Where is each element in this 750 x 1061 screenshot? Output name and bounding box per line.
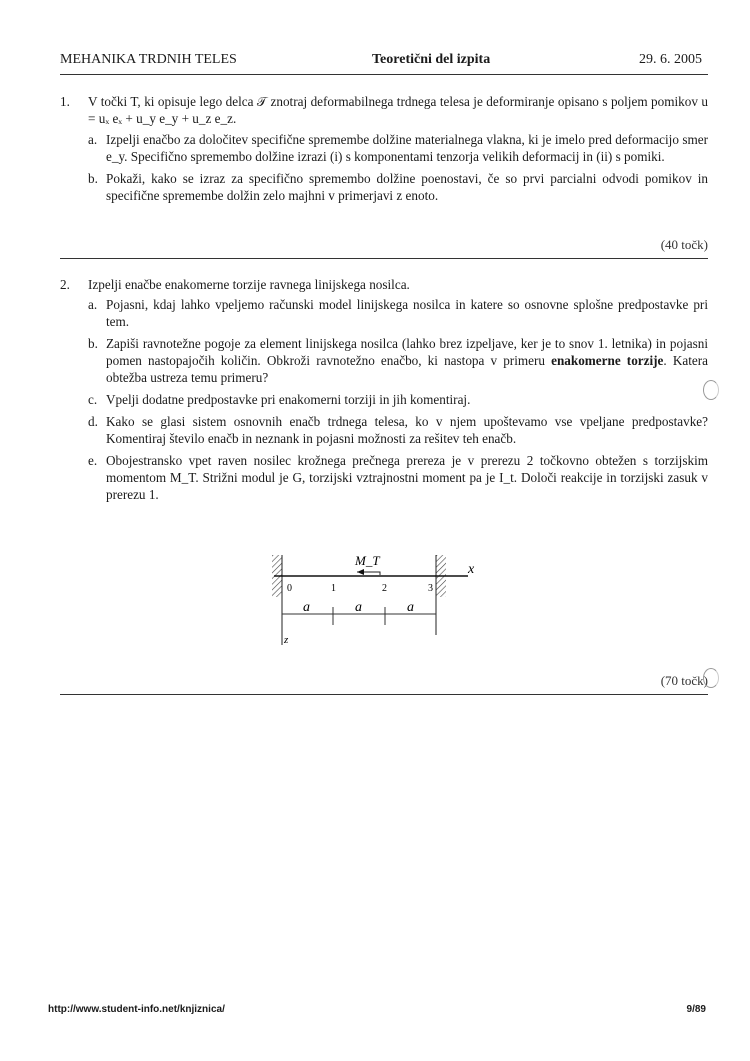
punch-hole-mark: [703, 668, 719, 688]
item-text: Pojasni, kdaj lahko vpeljemo računski model linijskega nosilca in katere so osnovne splošne predpostavke pri tem.: [106, 297, 708, 329]
question-item: [88, 131, 708, 165]
question-number: 1.: [60, 94, 70, 109]
item-text: Kako se glasi sistem osnovnih enačb trdnega telesa, ko v njem upoštevamo vse vpeljane predpostavke? Komentiraj število enačb in neznank in pojasni možnosti za rešitev teh enačb.: [106, 414, 708, 446]
punch-hole-mark: [703, 380, 719, 400]
question-number: 2.: [60, 277, 70, 292]
item-letter: c.: [88, 392, 98, 407]
moment-label: M_T: [355, 553, 380, 568]
x-axis-label: x: [468, 562, 475, 577]
question-item: [88, 170, 708, 204]
course-title: MEHANIKA TRDNIH TELES: [60, 52, 237, 67]
point-label: 2: [382, 583, 387, 594]
torque-arrowhead: [357, 569, 364, 575]
beam-diagram: [260, 545, 490, 655]
section-rule: [60, 694, 708, 695]
item-letter: a.: [88, 297, 98, 312]
item-text-part: . Katera obtežba ustreza temu primeru?: [106, 353, 708, 385]
item-letter: d.: [88, 414, 98, 429]
item-text: [106, 335, 708, 386]
question-item: [88, 452, 708, 503]
question-intro: V točki T, ki opisuje lego delca 𝒯 znotraj deformabilnega trdnega telesa je deformiranje opisano s poljem pomikov u = uₓ eₓ + u_y e_y + u_z e_z.: [88, 94, 708, 126]
question-item: [88, 335, 708, 386]
question-1: [60, 93, 708, 209]
points-q2: (70 točk): [660, 673, 708, 688]
span-label: a: [303, 600, 310, 615]
item-text: Vpelji dodatne predpostavke pri enakomerni torziji in jih komentiraj.: [106, 392, 471, 407]
point-label: 3: [428, 583, 433, 594]
span-label: a: [407, 600, 414, 615]
point-label: 0: [287, 583, 292, 594]
item-text: Obojestransko vpet raven nosilec krožnega prečnega prereza je v prerezu 2 točkovno obtežen s torzijskim momentom M_T. Strižni modul je G, torzijski vztrajnostni moment pa je I_t. Določi reakcije in torzijski zasuk v prerezu 1.: [106, 453, 708, 502]
question-item: [88, 413, 708, 447]
question-intro: Izpelji enačbe enakomerne torzije ravnega linijskega nosilca.: [88, 277, 410, 292]
point-label: 1: [331, 583, 336, 594]
item-text: Pokaži, kako se izraz za specifično spremembo dolžine poenostavi, če so prvi parcialni odvodi pomikov in specifične spremembe dolžin zelo majhni v primerjavi z enoto.: [106, 171, 708, 203]
item-text: Izpelji enačbo za določitev specifične spremembe dolžine materialnega vlakna, ki je imelo pred deformacijo smer e_y. Specifično spremembo dolžine izrazi (i) s komponentami tenzorja velikih deformacij in (ii) s pomiki.: [106, 132, 708, 164]
header-rule: [60, 74, 708, 75]
section-rule: [60, 258, 708, 259]
footer-url: http://www.student-info.net/knjiznica/: [48, 1004, 225, 1015]
exam-part: Teoretični del izpita: [372, 52, 491, 67]
item-letter: a.: [88, 132, 98, 147]
item-letter: b.: [88, 171, 98, 186]
points-q1: (40 točk): [660, 237, 708, 252]
z-axis-label: z: [284, 634, 289, 646]
question-item: [88, 391, 708, 408]
item-text-part: Zapiši ravnotežne pogoje za element linijskega nosilca (lahko brez izpeljave, ker je to snov 1. letnika) in pojasni pomen nastopajočih količin. Obkroži ravnotežno enačbo, ki nastopa v primeru: [106, 336, 708, 368]
item-text-bold: enakomerne torzije: [551, 353, 664, 368]
item-letter: b.: [88, 336, 98, 351]
page-number: 9/89: [686, 1004, 706, 1015]
question-item: [88, 296, 708, 330]
question-2: [60, 276, 708, 508]
exam-date: 29. 6. 2005: [639, 52, 702, 67]
item-letter: e.: [88, 453, 98, 468]
span-label: a: [355, 600, 362, 615]
